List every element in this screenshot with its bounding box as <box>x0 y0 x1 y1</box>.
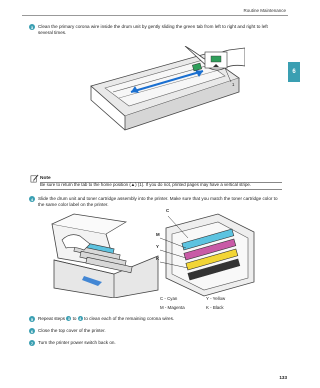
printer-figure <box>44 210 168 298</box>
note-title: Note <box>40 176 51 181</box>
callout-y: Y <box>156 244 159 249</box>
header-rule <box>22 15 288 16</box>
step-bullet-5: 5 <box>30 316 34 322</box>
step-bullet-7: 7 <box>30 340 34 346</box>
note-rule-bottom <box>40 189 282 190</box>
drum-unit-figure <box>85 46 245 138</box>
legend-cyan: C - Cyan <box>160 296 178 301</box>
legend-black: K - Black <box>206 305 224 310</box>
legend-yellow: Y - Yellow <box>206 296 226 301</box>
step-bullet-4: 4 <box>30 196 34 202</box>
step-bullet-6: 6 <box>30 328 34 334</box>
step-text-5 <box>38 316 278 322</box>
repeat-step-b: 4 <box>79 316 82 321</box>
callout-m: M <box>156 232 160 237</box>
printer-closeup-figure <box>160 212 260 298</box>
repeat-text-after: to clean each of the remaining corona wires. <box>84 316 175 321</box>
note-text: Be sure to return the tab to the home position (▲) (1). If you do not, printed pages may have a vertical stripe. <box>40 182 252 187</box>
step-text-4: Slide the drum unit and toner cartridge assembly into the printer. Make sure that you match the toner cartridge color to the same color label on the printer. <box>38 196 278 208</box>
callout-c: C <box>166 208 170 213</box>
chapter-tab: 6 <box>288 62 300 82</box>
repeat-step-a: 3 <box>67 316 70 321</box>
figure1-callout: 1 <box>232 82 235 87</box>
step-text-6: Close the top cover of the printer. <box>38 328 106 333</box>
repeat-text-before: Repeat steps <box>38 316 66 321</box>
repeat-text-mid: to <box>72 316 77 321</box>
step-text-3: Clean the primary corona wire inside the drum unit by gently sliding the green tab from left to right and right to left several times. <box>38 24 268 36</box>
running-header: Routine Maintenance <box>243 8 286 13</box>
note-pencil-icon <box>30 174 39 183</box>
page-number: 133 <box>279 375 287 380</box>
step-text-7: Turn the printer power switch back on. <box>38 340 116 345</box>
callout-k: K <box>156 256 160 261</box>
step-bullet-3: 3 <box>30 24 34 30</box>
legend-magenta: M - Magenta <box>160 305 185 310</box>
